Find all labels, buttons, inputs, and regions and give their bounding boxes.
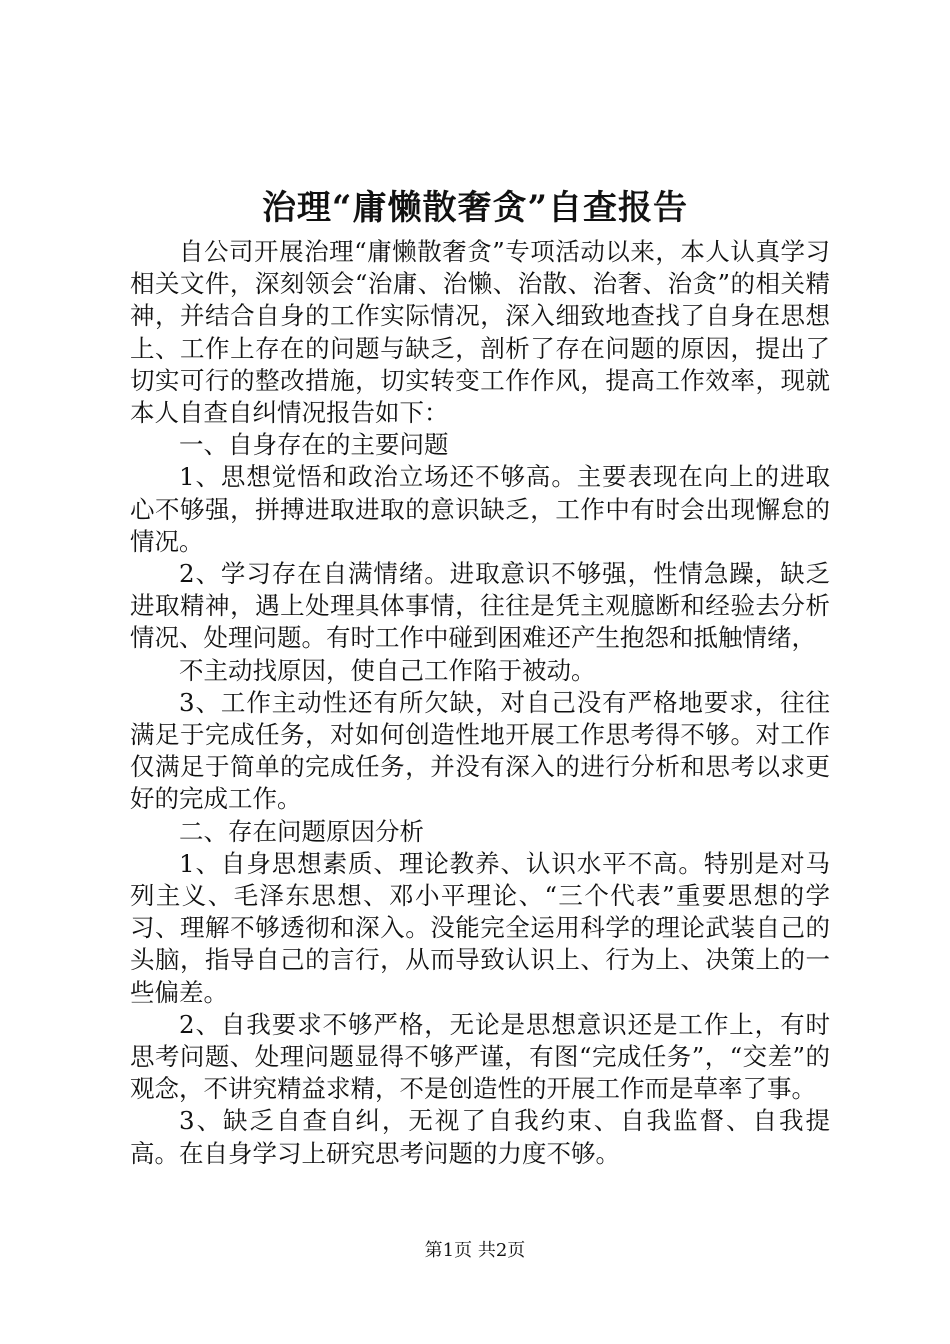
paragraph-problem-3: 3、工作主动性还有所欠缺，对自己没有严格地要求，往往满足于完成任务，对如何创造性地开展工作思考得不够。对工作仅满足于简单的完成任务，并没有深入的进行分析和思考以求更好的完成工作。 (130, 687, 830, 814)
section-heading-causes: 二、存在问题原因分析 (179, 816, 424, 846)
document-body (130, 236, 830, 1170)
paragraph-problem-1: 1、思想觉悟和政治立场还不够高。主要表现在向上的进取心不够强，拼搏进取进取的意识缺乏，工作中有时会出现懈怠的情况。 (130, 462, 830, 556)
section-heading-problems: 一、自身存在的主要问题 (179, 430, 449, 460)
paragraph-problem-2-continued: 不主动找原因，使自己工作陷于被动。 (179, 655, 596, 685)
paragraph-cause-3: 3、缺乏自查自纠，无视了自我约束、自我监督、自我提高。在自身学习上研究思考问题的力度不够。 (130, 1106, 830, 1168)
paragraph-intro: 自公司开展治理“庸懒散奢贪”专项活动以来，本人认真学习相关文件，深刻领会“治庸、治懒、治散、治奢、治贪”的相关精神，并结合自身的工作实际情况，深入细致地查找了自身在思想上、工作上存在的问题与缺乏，剖析了存在问题的原因，提出了切实可行的整改措施，切实转变工作作风，提高工作效率，现就本人自查自纠情况报告如下： (130, 237, 830, 428)
paragraph-cause-2: 2、自我要求不够严格，无论是思想意识还是工作上，有时思考问题、处理问题显得不够严谨，有图“完成任务”，“交差”的观念，不讲究精益求精，不是创造性的开展工作而是草率了事。 (130, 1009, 830, 1104)
paragraph-cause-1: 1、自身思想素质、理论教养、认识水平不高。特别是对马列主义、毛泽东思想、邓小平理论、“三个代表”重要思想的学习、理解不够透彻和深入。没能完全运用科学的理论武装自己的头脑，指导自己的言行，从而导致认识上、行为上、决策上的一些偏差。 (130, 848, 830, 1007)
page-number-footer: 第1页 共2页 (424, 1240, 526, 1261)
paragraph-problem-2: 2、学习存在自满情绪。进取意识不够强，性情急躁，缺乏进取精神，遇上处理具体事情，往往是凭主观臆断和经验去分析情况、处理问题。有时工作中碰到困难还产生抱怨和抵触情绪， (130, 559, 830, 653)
document-title: 治理“庸懒散奢贪”自查报告 (261, 188, 689, 228)
